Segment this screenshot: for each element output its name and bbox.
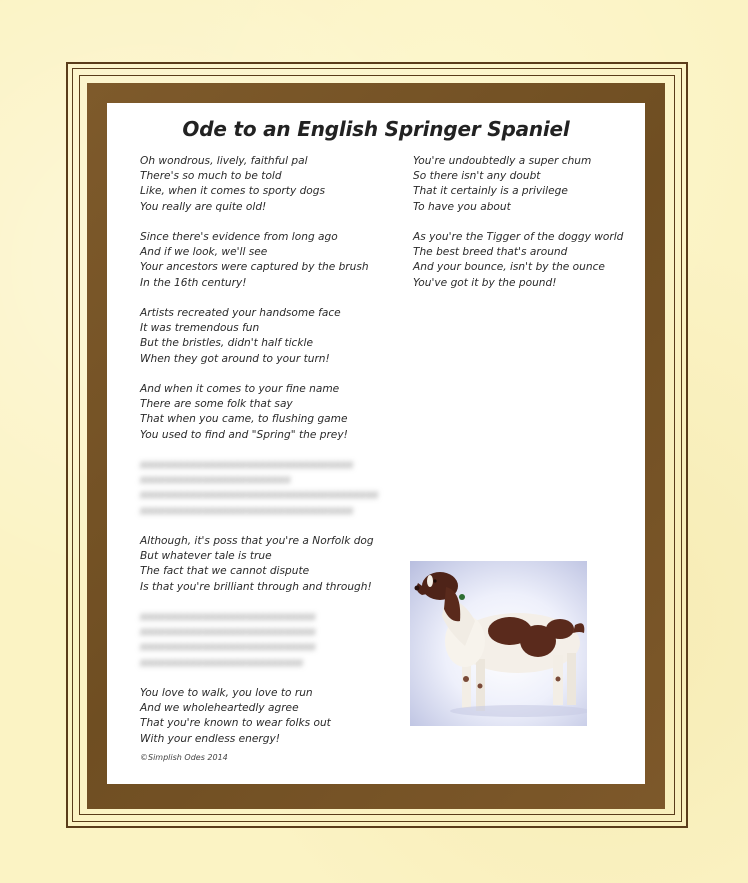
poem-line: In the 16th century! <box>140 276 247 289</box>
blurred-line: xxxxxxxxxxxxxxxxxxxxxxxx <box>140 474 291 487</box>
poem-line: As you're the Tigger of the doggy world <box>413 231 624 243</box>
poem-line: You love to walk, you love to run <box>140 687 313 699</box>
poem-line: And we wholeheartedly agree <box>140 702 299 715</box>
poem-line: And if we look, we'll see <box>140 246 268 259</box>
poem-line: There's so much to be told <box>140 170 282 183</box>
poem-line: And when it comes to your fine name <box>140 383 340 395</box>
left-column <box>140 154 390 762</box>
poem-line: That it certainly is a privilege <box>413 185 568 198</box>
poem-line: Since there's evidence from long ago <box>140 231 338 243</box>
springer-spaniel-photo <box>410 561 587 726</box>
stanza <box>140 306 390 367</box>
poem-line: Like, when it comes to sporty dogs <box>140 185 326 198</box>
blurred-line: xxxxxxxxxxxxxxxxxxxxxxxxxx <box>140 656 304 669</box>
poem-line: That when you came, to flushing game <box>140 413 348 426</box>
blurred-line: xxxxxxxxxxxxxxxxxxxxxxxxxxxx <box>140 611 316 623</box>
right-column <box>413 154 633 306</box>
blurred-line: xxxxxxxxxxxxxxxxxxxxxxxxxxxxxxxxxx <box>140 504 354 517</box>
stanza <box>140 534 390 595</box>
blurred-stanza <box>140 610 390 671</box>
blurred-line: xxxxxxxxxxxxxxxxxxxxxxxxxxxxxxxxxxxxxx <box>140 489 379 502</box>
poem-line: And your bounce, isn't by the ounce <box>413 261 605 274</box>
poem-title: Ode to an English Springer Spaniel <box>182 117 570 141</box>
blurred-line: xxxxxxxxxxxxxxxxxxxxxxxxxxxx <box>140 641 316 654</box>
copyright-notice: ©Simplish Odes 2014 <box>140 753 228 762</box>
poem-line: You used to find and "Spring" the prey! <box>140 428 348 441</box>
stanza <box>413 230 633 291</box>
poem-line: When they got around to your turn! <box>140 352 330 365</box>
poem-line: There are some folk that say <box>140 398 293 411</box>
blurred-line: xxxxxxxxxxxxxxxxxxxxxxxxxxxxxxxxxx <box>140 459 354 471</box>
poem-paper <box>107 103 645 784</box>
stanza <box>140 230 390 291</box>
poem-line: But whatever tale is true <box>140 550 272 563</box>
blurred-line: xxxxxxxxxxxxxxxxxxxxxxxxxxxx <box>140 626 316 639</box>
poem-line: Your ancestors were captured by the brush <box>140 261 369 274</box>
poem-line: You really are quite old! <box>140 200 267 213</box>
stanza <box>140 154 390 215</box>
poem-line: The fact that we cannot dispute <box>140 565 310 578</box>
poem-line: Is that you're brilliant through and through! <box>140 580 372 593</box>
stanza <box>140 686 390 747</box>
stanza <box>413 154 633 215</box>
poem-line: Although, it's poss that you're a Norfolk dog <box>140 535 374 547</box>
blurred-stanza <box>140 458 390 519</box>
poem-line: The best breed that's around <box>413 246 568 259</box>
poem-line: With your endless energy! <box>140 732 281 745</box>
poem-line: You're undoubtedly a super chum <box>413 155 592 167</box>
poem-line: That you're known to wear folks out <box>140 717 331 730</box>
poem-line: Artists recreated your handsome face <box>140 307 341 319</box>
poem-line: So there isn't any doubt <box>413 170 541 183</box>
poem-line: It was tremendous fun <box>140 322 260 335</box>
poem-line: To have you about <box>413 200 511 213</box>
poem-line: But the bristles, didn't half tickle <box>140 337 313 350</box>
dog-illustration <box>410 561 587 726</box>
stanza <box>140 382 390 443</box>
poem-line: You've got it by the pound! <box>413 276 557 289</box>
poem-line: Oh wondrous, lively, faithful pal <box>140 155 308 167</box>
